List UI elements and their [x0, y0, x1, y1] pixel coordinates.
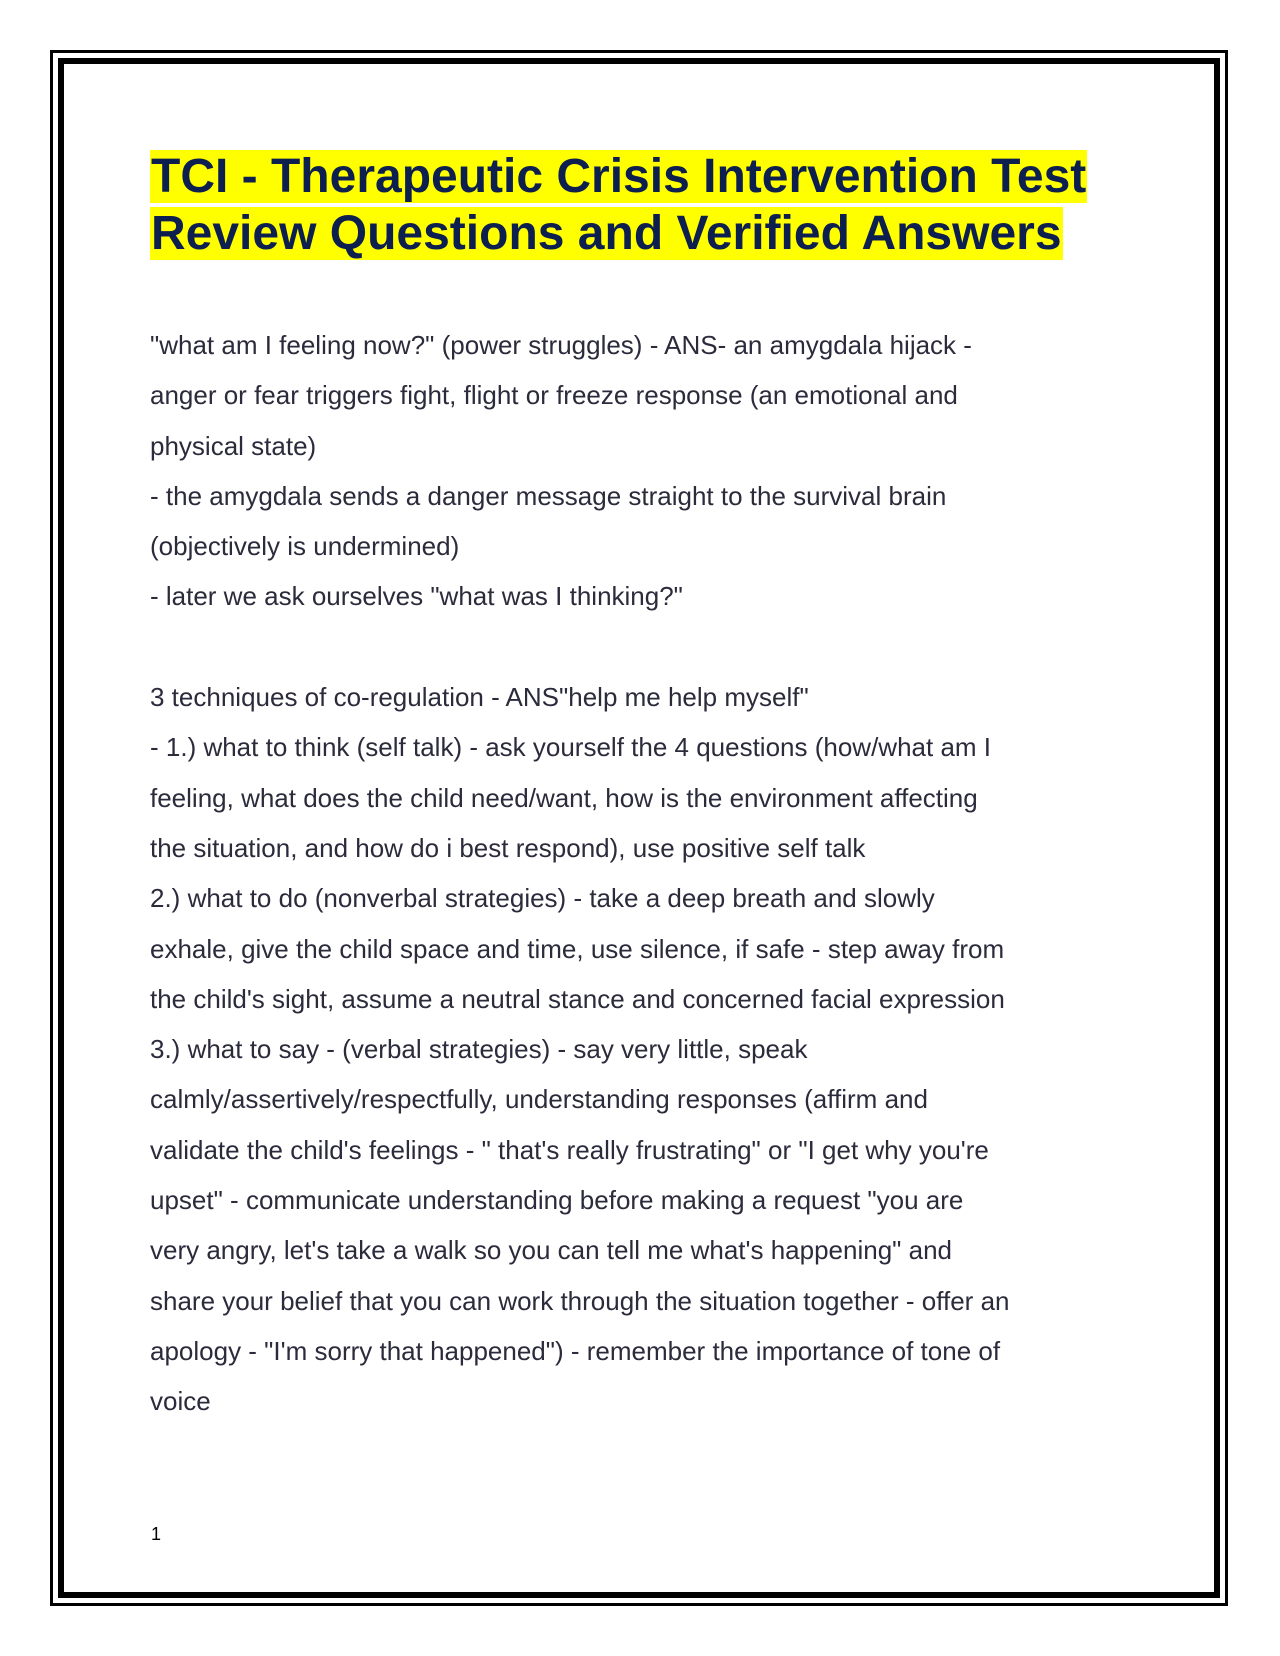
text-line: feeling, what does the child need/want, how is the environment affecting: [150, 782, 978, 813]
text-line: - 1.) what to think (self talk) - ask yourself the 4 questions (how/what am I: [150, 732, 992, 763]
paragraph-spacer: [150, 622, 1140, 672]
title-line-1: TCI - Therapeutic Crisis Intervention Test: [151, 150, 1087, 203]
text-line: exhale, give the child space and time, use silence, if safe - step away from: [150, 933, 1005, 964]
text-line: the situation, and how do i best respond), use positive self talk: [150, 832, 866, 863]
page-number: 1: [151, 1524, 162, 1544]
title-line-2: Review Questions and Verified Answers: [151, 207, 1062, 260]
qa-entry-amygdala-hijack: [150, 320, 1140, 622]
text-line: anger or fear triggers fight, flight or freeze response (an emotional and: [150, 380, 958, 411]
text-line: physical state): [150, 430, 317, 461]
text-line: - later we ask ourselves "what was I thinking?": [150, 581, 683, 612]
text-line: (objectively is undermined): [150, 531, 460, 562]
document-title: [150, 148, 1140, 262]
text-line: 3 techniques of co-regulation - ANS"help me help myself": [150, 682, 809, 713]
text-line: the child's sight, assume a neutral stance and concerned facial expression: [150, 983, 1005, 1014]
document-body: [150, 320, 1140, 1427]
text-line: very angry, let's take a walk so you can tell me what's happening" and: [150, 1235, 953, 1266]
text-line: 3.) what to say - (verbal strategies) - say very little, speak: [150, 1034, 808, 1065]
text-line: upset" - communicate understanding before making a request "you are: [150, 1185, 964, 1216]
text-line: calmly/assertively/respectfully, understanding responses (affirm and: [150, 1084, 928, 1115]
text-line: "what am I feeling now?" (power struggles) - ANS- an amygdala hijack -: [150, 330, 972, 360]
qa-entry-co-regulation: [150, 672, 1140, 1426]
text-line: 2.) what to do (nonverbal strategies) - take a deep breath and slowly: [150, 883, 935, 914]
text-line: - the amygdala sends a danger message straight to the survival brain: [150, 480, 947, 511]
text-line: share your belief that you can work through the situation together - offer an: [150, 1285, 1010, 1316]
text-line: apology - "I'm sorry that happened") - remember the importance of tone of: [150, 1335, 1001, 1366]
text-line: validate the child's feelings - " that's really frustrating" or "I get why you're: [150, 1134, 989, 1165]
page-content: [150, 148, 1140, 1427]
text-line: voice: [150, 1386, 211, 1417]
